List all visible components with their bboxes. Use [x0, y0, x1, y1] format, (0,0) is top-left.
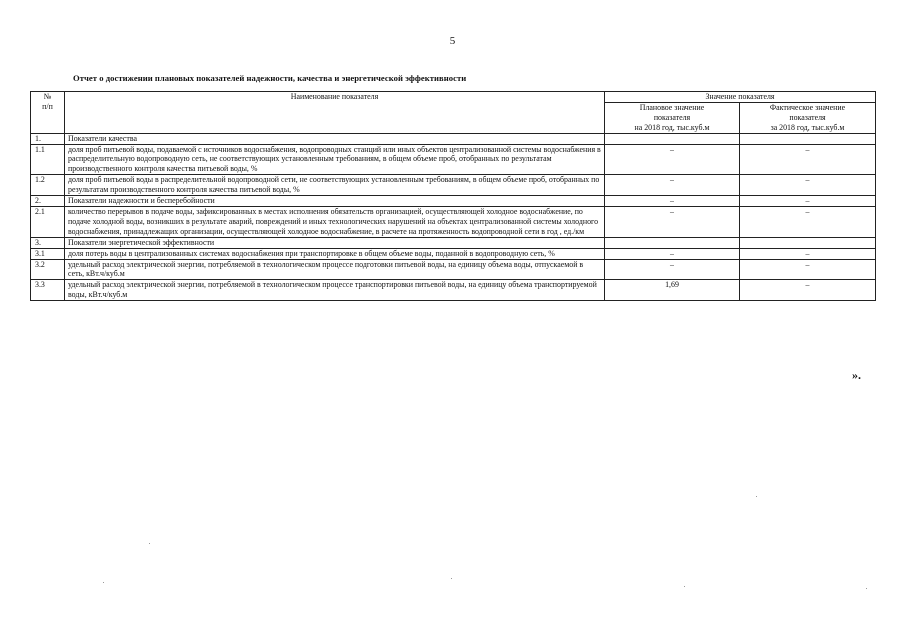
- row-name: доля проб питьевой воды в распределительной водопроводной сети, не соответствующих установленным требованиям, в общем объеме проб, отобранных по результатам производственного контроля качества питьевой воды, %: [65, 175, 605, 196]
- table-row: [31, 133, 876, 144]
- report-title: Отчет о достижении плановых показателей надежности, качества и энергетической эффективности: [73, 73, 467, 83]
- scan-speck: [451, 578, 452, 579]
- row-name: удельный расход электрической энергии, потребляемой в технологическом процессе транспортировки питьевой воды, на единицу объема транспортируемой воды, кВт.ч/куб.м: [65, 280, 605, 301]
- row-name: доля потерь воды в централизованных системах водоснабжения при транспортировке в общем объеме воды, поданной в водопроводную сеть, %: [65, 248, 605, 259]
- row-plan: [605, 237, 740, 248]
- row-plan: –: [605, 144, 740, 175]
- row-plan: –: [605, 206, 740, 237]
- row-name: Показатели энергетической эффективности: [65, 237, 605, 248]
- scan-speck: [684, 586, 685, 587]
- row-num: 3.3: [31, 280, 65, 301]
- indicators-table: [30, 91, 876, 301]
- row-fact: –: [740, 280, 876, 301]
- table-header-row: [31, 92, 876, 103]
- row-fact: –: [740, 259, 876, 280]
- table-row: [31, 280, 876, 301]
- row-plan: [605, 133, 740, 144]
- row-plan: 1,69: [605, 280, 740, 301]
- header-name: Наименование показателя: [65, 92, 605, 134]
- row-name: удельный расход электрической энергии, потребляемой в технологическом процессе подготовки питьевой воды, на единицу объема воды, отпускаемой в сеть, кВт.ч/куб.м: [65, 259, 605, 280]
- row-plan: –: [605, 175, 740, 196]
- row-num: 2.: [31, 196, 65, 207]
- table-row: [31, 175, 876, 196]
- row-num: 1.1: [31, 144, 65, 175]
- scan-speck: [149, 543, 150, 544]
- header-plan: Плановое значение показателя на 2018 год, тыс.куб.м: [605, 102, 740, 133]
- table-row: [31, 206, 876, 237]
- row-num: 3.1: [31, 248, 65, 259]
- table-row: [31, 259, 876, 280]
- row-fact: –: [740, 144, 876, 175]
- row-fact: –: [740, 206, 876, 237]
- row-plan: –: [605, 259, 740, 280]
- row-num: 2.1: [31, 206, 65, 237]
- table-row: [31, 248, 876, 259]
- row-name: Показатели надежности и бесперебойности: [65, 196, 605, 207]
- row-fact: –: [740, 175, 876, 196]
- scan-speck: [756, 496, 757, 497]
- scan-speck: [866, 588, 867, 589]
- header-num: № п/п: [31, 92, 65, 134]
- row-plan: –: [605, 248, 740, 259]
- row-fact: [740, 237, 876, 248]
- row-num: 3.: [31, 237, 65, 248]
- row-num: 3.2: [31, 259, 65, 280]
- header-value-group: Значение показателя: [605, 92, 876, 103]
- row-num: 1.2: [31, 175, 65, 196]
- row-fact: –: [740, 196, 876, 207]
- row-num: 1.: [31, 133, 65, 144]
- header-fact: Фактическое значение показателя за 2018 год, тыс.куб.м: [740, 102, 876, 133]
- table-row: [31, 144, 876, 175]
- row-plan: –: [605, 196, 740, 207]
- row-name: Показатели качества: [65, 133, 605, 144]
- table-row: [31, 196, 876, 207]
- table-row: [31, 237, 876, 248]
- row-name: доля проб питьевой воды, подаваемой с источников водоснабжения, водопроводных станций или иных объектов централизованной системы водоснабжения в распределительную водопроводную сеть, не соответствующих установленным требованиям, в общем объеме проб, отобранных по результатам производственного контроля качества питьевой воды, %: [65, 144, 605, 175]
- closing-quote-mark: ».: [852, 368, 861, 382]
- row-name: количество перерывов в подаче воды, зафиксированных в местах исполнения обязательств организацией, осуществляющей холодное водоснабжение, по подаче холодной воды, возникших в результате аварий, повреждений и иных технологических нарушений на объектах централизованной системы холодного водоснабжения, принадлежащих организации, осуществляющей холодное водоснабжение, в расчете на протяженность водопроводной сети в год , ед./км: [65, 206, 605, 237]
- row-fact: –: [740, 248, 876, 259]
- row-fact: [740, 133, 876, 144]
- scan-speck: [103, 582, 104, 583]
- page-number: 5: [449, 35, 456, 47]
